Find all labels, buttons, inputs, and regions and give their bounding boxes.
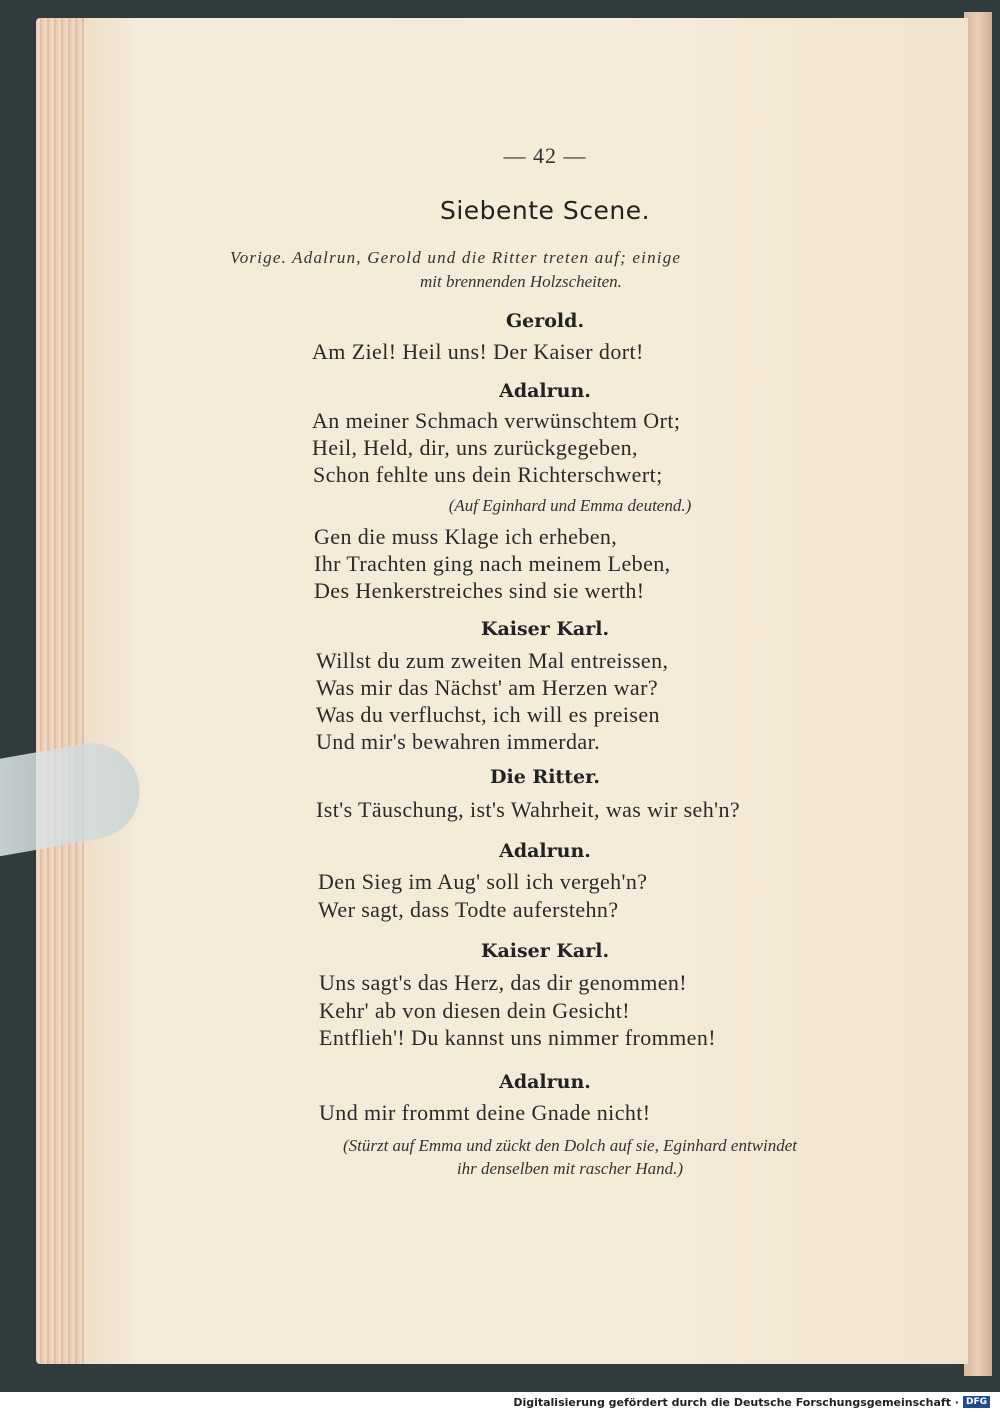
verse-line: Und mir frommt deine Gnade nicht!	[319, 1100, 651, 1125]
verse-line: Willst du zum zweiten Mal entreissen,	[316, 648, 669, 673]
verse-line: Schon fehlte uns dein Richterschwert;	[313, 462, 663, 487]
speaker-label: Kaiser Karl.	[480, 940, 610, 962]
verse-line: Kehr' ab von diesen dein Gesicht!	[319, 998, 631, 1023]
speaker-label: Adalrun.	[499, 1071, 591, 1093]
verse-line: Wer sagt, dass Todte auferstehn?	[318, 897, 619, 922]
verse-line: Gen die muss Klage ich erheben,	[314, 524, 618, 549]
speaker-label: Adalrun.	[499, 380, 591, 402]
stage-direction-inline: (Auf Eginhard und Emma deutend.)	[448, 496, 692, 515]
verse-line: Ihr Trachten ging nach meinem Leben,	[314, 551, 671, 576]
speaker-label: Kaiser Karl.	[480, 618, 610, 640]
speaker-label: Adalrun.	[499, 840, 591, 862]
verse-line: Was du verfluchst, ich will es preisen	[316, 702, 660, 727]
funding-credit	[513, 1394, 990, 1410]
verse-line: An meiner Schmach verwünschtem Ort;	[312, 408, 681, 433]
speaker-label: Gerold.	[505, 310, 585, 332]
verse-line: Ist's Täuschung, ist's Wahrheit, was wir seh'n?	[316, 797, 741, 822]
verse-line: Uns sagt's das Herz, das dir genommen!	[319, 970, 688, 995]
verse-line: Am Ziel! Heil uns! Der Kaiser dort!	[312, 339, 644, 364]
stage-direction: Vorige. Adalrun, Gerold und die Ritter treten auf; einige	[230, 248, 682, 267]
credit-text: Digitalisierung gefördert durch die Deutsche Forschungsgemeinschaft ·	[513, 1395, 959, 1409]
verse-line: Den Sieg im Aug' soll ich vergeh'n?	[318, 869, 648, 894]
verse-line: Des Henkerstreiches sind sie werth!	[314, 578, 645, 603]
scene-title: Siebente Scene.	[439, 196, 651, 225]
stage-direction-cont: mit brennenden Holzscheiten.	[420, 272, 622, 291]
verse-line: Was mir das Nächst' am Herzen war?	[316, 675, 658, 700]
stage-direction-final-cont: ihr denselben mit rascher Hand.)	[456, 1159, 684, 1178]
verse-line: Entflieh'! Du kannst uns nimmer frommen!	[319, 1025, 716, 1050]
dfg-logo: DFG	[963, 1396, 990, 1408]
verse-line: Heil, Held, dir, uns zurückgegeben,	[312, 435, 638, 460]
verse-line: Und mir's bewahren immerdar.	[316, 729, 600, 754]
speaker-label: Die Ritter.	[490, 766, 600, 788]
stage-direction-final: (Stürzt auf Emma und zückt den Dolch auf sie, Eginhard entwindet	[342, 1136, 798, 1155]
page-number: — 42 —	[503, 143, 587, 168]
